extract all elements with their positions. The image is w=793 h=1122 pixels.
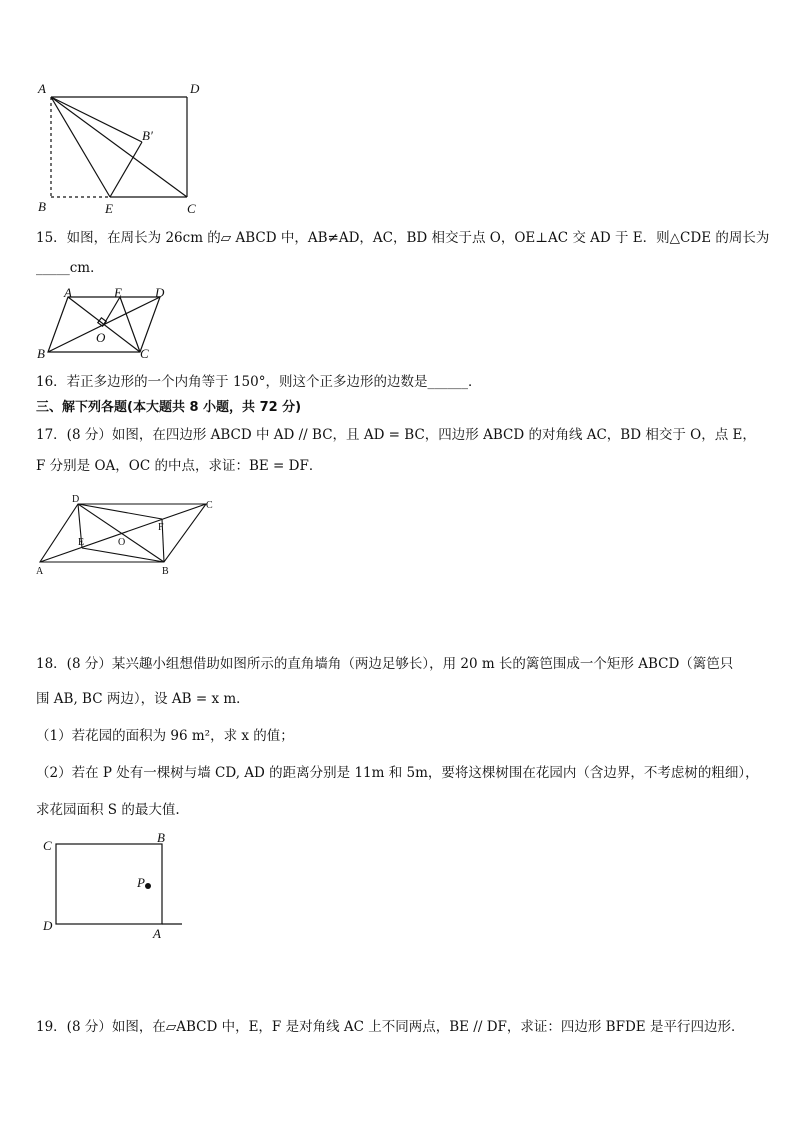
label-A: A — [38, 81, 46, 96]
label-E: E — [78, 537, 85, 548]
label-O: O — [118, 537, 126, 548]
q15-line2: _____cm． — [36, 260, 104, 276]
label-D: D — [155, 288, 165, 300]
q19-text: 19．(8 分）如图，在▱ABCD 中，E，F 是对角线 AC 上不同两点，BE // DF，求证：四边形 BFDE 是平行四边形． — [36, 1019, 745, 1035]
label-B: B — [38, 199, 46, 214]
label-D: D — [43, 918, 53, 933]
section-3-title: 三、解下列各题(本大题共 8 小题，共 72 分) — [36, 400, 302, 415]
figure-q15 — [36, 288, 176, 364]
label-B: B — [162, 566, 169, 577]
label-F: F — [158, 522, 164, 533]
label-A: A — [36, 566, 44, 577]
label-E: E — [114, 288, 122, 300]
figure-q14 — [30, 78, 210, 218]
label-C: C — [187, 201, 196, 216]
q18-sub2b: 求花园面积 S 的最大值. — [36, 802, 180, 818]
label-E: E — [105, 201, 113, 216]
q18-sub2: （2）若在 P 处有一棵树与墙 CD, AD 的距离分别是 11m 和 5m，要将这棵树围在花园内（含边界，不考虑树的粗细）， — [36, 765, 759, 781]
q18-line2: 围 AB, BC 两边），设 AB = x m． — [36, 691, 250, 707]
q18-line1: 18．(8 分）某兴趣小组想借助如图所示的直角墙角（两边足够长），用 20 m 长的篱笆围成一个矩形 ABCD（篱笆只 — [36, 656, 734, 672]
label-B: B — [37, 346, 45, 361]
label-D: D — [190, 81, 200, 96]
figure-q18 — [36, 830, 196, 942]
label-A: A — [153, 926, 161, 941]
q15-line1: 15．如图，在周长为 26cm 的▱ ABCD 中，AB≠AD，AC，BD 相交于点 O，OE⊥AC 交 AD 于 E．则△CDE 的周长为 — [36, 230, 770, 246]
label-C: C — [43, 838, 52, 853]
label-B: B — [157, 830, 165, 845]
label-C: C — [206, 500, 213, 511]
label-A: A — [64, 288, 72, 300]
figure-q17 — [34, 494, 224, 579]
label-C: C — [140, 346, 149, 361]
label-P: P — [137, 875, 145, 890]
q18-sub1: （1）若花园的面积为 96 m²，求 x 的值； — [36, 728, 294, 744]
label-D: D — [72, 494, 80, 505]
label-Bprime: B′ — [142, 128, 153, 143]
q17-line1: 17．(8 分）如图，在四边形 ABCD 中 AD // BC，且 AD = BC，四边形 ABCD 的对角线 AC，BD 相交于 O，点 E， — [36, 427, 756, 443]
q17-line2: F 分别是 OA，OC 的中点，求证：BE = DF． — [36, 458, 323, 474]
tree-point-P — [145, 883, 151, 889]
q16-text: 16．若正多边形的一个内角等于 150°，则这个正多边形的边数是______． — [36, 374, 482, 390]
label-O: O — [96, 330, 106, 345]
